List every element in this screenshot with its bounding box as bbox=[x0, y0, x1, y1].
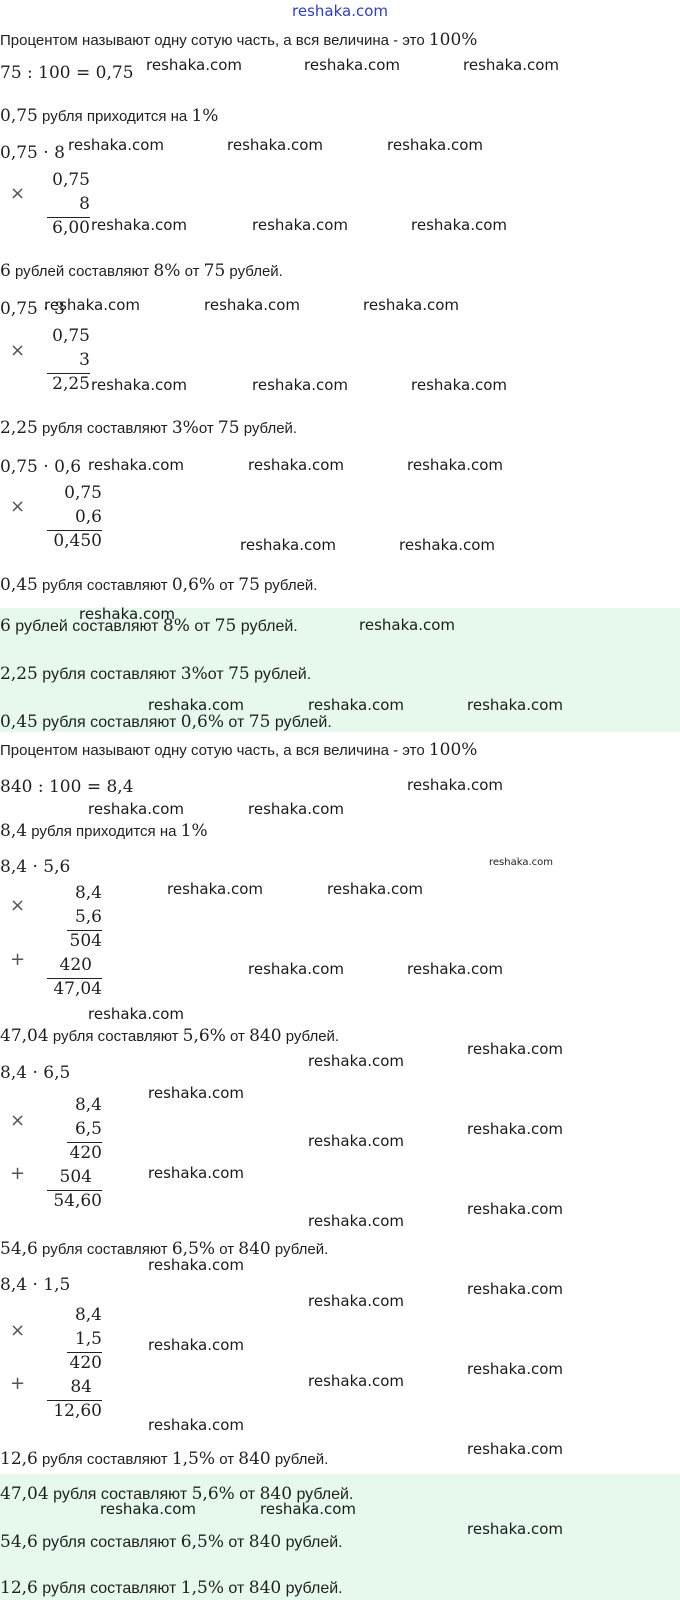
value: 75 bbox=[228, 664, 250, 684]
partial-product: 420 bbox=[59, 955, 92, 975]
text: рубля составляют bbox=[48, 1486, 192, 1503]
watermark: reshaka.com bbox=[467, 696, 563, 714]
watermark: reshaka.com bbox=[308, 1132, 404, 1150]
value: 1% bbox=[180, 821, 208, 841]
operand: 8 bbox=[79, 194, 90, 214]
intro-math: 100% bbox=[428, 30, 478, 50]
value: 12,6 bbox=[0, 1578, 38, 1598]
operand: 6,5 bbox=[74, 1119, 102, 1139]
result: 12,60 bbox=[53, 1401, 102, 1421]
value: 75 bbox=[238, 575, 260, 595]
watermark: reshaka.com bbox=[467, 1280, 563, 1298]
result: 54,60 bbox=[53, 1191, 102, 1211]
value: 8% bbox=[162, 616, 190, 636]
site-header-link[interactable]: reshaka.com bbox=[292, 2, 388, 20]
answer-line bbox=[0, 1578, 343, 1599]
result: 2,25 bbox=[52, 374, 90, 394]
value: 5,6% bbox=[182, 1026, 226, 1046]
divider-line bbox=[67, 1352, 102, 1353]
watermark: reshaka.com bbox=[148, 1336, 244, 1354]
watermark: reshaka.com bbox=[248, 960, 344, 978]
watermark: reshaka.com bbox=[411, 376, 507, 394]
text: рублей. bbox=[292, 1486, 354, 1503]
text: рубля составляют bbox=[37, 1451, 172, 1468]
column-multiplication-3 bbox=[40, 481, 102, 553]
text: от bbox=[215, 1451, 239, 1468]
plus-sign: + bbox=[10, 949, 26, 970]
answer-line bbox=[0, 1532, 343, 1553]
divider-line bbox=[47, 1400, 102, 1401]
text: рублей. bbox=[281, 1534, 343, 1551]
watermark: reshaka.com bbox=[489, 857, 553, 868]
watermark: reshaka.com bbox=[148, 1416, 244, 1434]
column-multiplication-1 bbox=[40, 168, 90, 240]
one-percent-line-2 bbox=[0, 821, 208, 842]
watermark: reshaka.com bbox=[91, 376, 187, 394]
watermark: reshaka.com bbox=[148, 1164, 244, 1182]
divider-line bbox=[47, 217, 90, 218]
watermark: reshaka.com bbox=[411, 216, 507, 234]
division-line-2: 840 : 100 = 8,4 bbox=[0, 777, 134, 797]
operand: 8,4 bbox=[74, 1305, 102, 1325]
text: рубля составляют bbox=[37, 1580, 181, 1597]
value: 840 bbox=[249, 1026, 282, 1046]
operand: 8,4 bbox=[74, 883, 102, 903]
watermark: reshaka.com bbox=[327, 880, 423, 898]
text: от bbox=[180, 263, 204, 280]
text: рублей. bbox=[249, 666, 312, 683]
value: 6 bbox=[0, 261, 11, 281]
column-multiplication-2 bbox=[40, 324, 90, 396]
partial-product: 84 bbox=[70, 1377, 92, 1397]
watermark: reshaka.com bbox=[88, 456, 184, 474]
watermark: reshaka.com bbox=[467, 1520, 563, 1538]
intro-math: 100% bbox=[428, 740, 478, 760]
conclusion-line bbox=[0, 1026, 339, 1047]
text: рубля составляют bbox=[37, 666, 181, 683]
operand: 5,6 bbox=[74, 907, 102, 927]
watermark: reshaka.com bbox=[167, 880, 263, 898]
watermark: reshaka.com bbox=[79, 605, 175, 623]
watermark: reshaka.com bbox=[148, 1256, 244, 1274]
answer-box-2 bbox=[0, 1474, 680, 1600]
value: 840 bbox=[248, 1578, 282, 1598]
multiply-sign: × bbox=[10, 1320, 26, 1341]
divider-line bbox=[67, 930, 102, 931]
divider-line bbox=[47, 1190, 102, 1191]
expression-5: 8,4 · 6,5 bbox=[0, 1063, 71, 1083]
text: рублей составляют bbox=[10, 263, 154, 280]
operand: 0,6 bbox=[74, 507, 102, 527]
value: 840 bbox=[259, 1484, 293, 1504]
multiply-sign: × bbox=[10, 1110, 26, 1131]
value: 840 bbox=[238, 1449, 271, 1469]
text: от bbox=[207, 666, 229, 683]
watermark: reshaka.com bbox=[88, 800, 184, 818]
operand: 0,75 bbox=[52, 326, 90, 346]
divider-line bbox=[47, 530, 102, 531]
plus-sign: + bbox=[10, 1373, 26, 1394]
text: рубля составляют bbox=[37, 420, 172, 437]
expression-6: 8,4 · 1,5 bbox=[0, 1275, 71, 1295]
watermark: reshaka.com bbox=[88, 1005, 184, 1023]
multiply-sign: × bbox=[10, 183, 26, 204]
watermark: reshaka.com bbox=[467, 1440, 563, 1458]
value: 2,25 bbox=[0, 664, 38, 684]
column-multiplication-6 bbox=[40, 1303, 102, 1423]
value: 75 bbox=[203, 261, 226, 281]
watermark: reshaka.com bbox=[146, 56, 242, 74]
partial-product: 420 bbox=[69, 1143, 102, 1163]
value: 75 bbox=[214, 616, 237, 636]
watermark: reshaka.com bbox=[407, 776, 503, 794]
value: 5,6% bbox=[191, 1484, 235, 1504]
value: 47,04 bbox=[0, 1026, 49, 1046]
watermark: reshaka.com bbox=[148, 696, 244, 714]
value: 6,5% bbox=[171, 1239, 216, 1259]
text: от bbox=[198, 420, 218, 437]
multiply-sign: × bbox=[10, 340, 26, 361]
value: 54,6 bbox=[0, 1532, 38, 1552]
operand: 3 bbox=[79, 350, 90, 370]
watermark: reshaka.com bbox=[308, 1372, 404, 1390]
value: 0,45 bbox=[0, 575, 38, 595]
text: рублей. bbox=[270, 714, 332, 731]
value: 1,5% bbox=[180, 1578, 224, 1598]
watermark: reshaka.com bbox=[100, 1500, 196, 1518]
watermark: reshaka.com bbox=[407, 960, 503, 978]
text: от bbox=[215, 577, 239, 594]
result: 0,450 bbox=[53, 531, 102, 551]
column-multiplication-5 bbox=[40, 1093, 102, 1213]
watermark: reshaka.com bbox=[248, 800, 344, 818]
text: рубля составляют bbox=[37, 1534, 181, 1551]
text: рублей составляют bbox=[10, 618, 163, 635]
expression-4: 8,4 · 5,6 bbox=[0, 857, 71, 877]
text: рубля составляют bbox=[37, 577, 172, 594]
value: 6,5% bbox=[180, 1532, 224, 1552]
watermark: reshaka.com bbox=[204, 296, 300, 314]
watermark: reshaka.com bbox=[44, 296, 140, 314]
text: от bbox=[223, 1580, 249, 1597]
operand: 1,5 bbox=[74, 1329, 102, 1349]
watermark: reshaka.com bbox=[68, 136, 164, 154]
plus-sign: + bbox=[10, 1163, 26, 1184]
conclusion-line bbox=[0, 575, 317, 596]
value: 0,75 bbox=[0, 106, 38, 126]
divider-line bbox=[47, 978, 102, 979]
watermark: reshaka.com bbox=[467, 1120, 563, 1138]
watermark: reshaka.com bbox=[399, 536, 495, 554]
watermark: reshaka.com bbox=[252, 216, 348, 234]
watermark: reshaka.com bbox=[463, 56, 559, 74]
watermark: reshaka.com bbox=[308, 696, 404, 714]
multiply-sign: × bbox=[10, 895, 26, 916]
value: 12,6 bbox=[0, 1449, 38, 1469]
text: рубля приходится на bbox=[27, 823, 181, 840]
intro-text: Процентом называют одну сотую часть, а вся величина - это bbox=[0, 32, 429, 49]
watermark: reshaka.com bbox=[91, 216, 187, 234]
value: 75 bbox=[217, 418, 240, 438]
text: рубля приходится на bbox=[37, 108, 192, 125]
watermark: reshaka.com bbox=[467, 1360, 563, 1378]
text: рубля составляют bbox=[48, 1028, 183, 1045]
value: 75 bbox=[248, 712, 271, 732]
conclusion-line bbox=[0, 418, 297, 439]
result: 6,00 bbox=[52, 218, 90, 238]
value: 1,5% bbox=[171, 1449, 216, 1469]
text: рублей. bbox=[225, 263, 283, 280]
value: 1% bbox=[191, 106, 219, 126]
operand: 0,75 bbox=[52, 170, 90, 190]
column-multiplication-4 bbox=[40, 881, 102, 1001]
value: 2,25 bbox=[0, 418, 38, 438]
watermark: reshaka.com bbox=[308, 1292, 404, 1310]
expression-1: 0,75 · 8 bbox=[0, 143, 65, 163]
value: 8% bbox=[153, 261, 181, 281]
text: рублей. bbox=[236, 618, 298, 635]
text: рублей. bbox=[239, 420, 298, 437]
text: от bbox=[223, 1534, 249, 1551]
value: 54,6 bbox=[0, 1239, 38, 1259]
value: 3% bbox=[171, 418, 199, 438]
watermark: reshaka.com bbox=[260, 1500, 356, 1518]
text: от bbox=[225, 1028, 250, 1045]
text: рублей. bbox=[281, 1580, 343, 1597]
expression-3: 0,75 · 0,6 bbox=[0, 457, 82, 477]
value: 0,6% bbox=[171, 575, 216, 595]
text: рублей. bbox=[259, 577, 318, 594]
text: от bbox=[215, 1241, 239, 1258]
operand: 0,75 bbox=[64, 483, 102, 503]
watermark: reshaka.com bbox=[387, 136, 483, 154]
value: 0,6% bbox=[180, 712, 224, 732]
value: 840 bbox=[248, 1532, 282, 1552]
watermark: reshaka.com bbox=[363, 296, 459, 314]
partial-product: 504 bbox=[59, 1167, 92, 1187]
text: от bbox=[189, 618, 215, 635]
expression-2: 0,75 · 3 bbox=[0, 299, 65, 319]
value: 8,4 bbox=[0, 821, 28, 841]
intro-line-2 bbox=[0, 740, 477, 761]
value: 6 bbox=[0, 616, 11, 636]
value: 840 bbox=[238, 1239, 271, 1259]
operand: 8,4 bbox=[74, 1095, 102, 1115]
conclusion-line bbox=[0, 1449, 328, 1470]
answer-line bbox=[0, 664, 311, 685]
watermark: reshaka.com bbox=[308, 1052, 404, 1070]
watermark: reshaka.com bbox=[407, 456, 503, 474]
multiply-sign: × bbox=[10, 496, 26, 517]
one-percent-line-1 bbox=[0, 106, 218, 127]
conclusion-line bbox=[0, 261, 283, 282]
value: 0,45 bbox=[0, 712, 38, 732]
watermark: reshaka.com bbox=[467, 1040, 563, 1058]
answer-line bbox=[0, 712, 332, 733]
divider-line bbox=[47, 373, 90, 374]
watermark: reshaka.com bbox=[359, 616, 455, 634]
intro-line-1 bbox=[0, 30, 477, 51]
value: 47,04 bbox=[0, 1484, 49, 1504]
watermark: reshaka.com bbox=[467, 1200, 563, 1218]
watermark: reshaka.com bbox=[240, 536, 336, 554]
watermark: reshaka.com bbox=[252, 376, 348, 394]
text: от bbox=[223, 714, 249, 731]
watermark: reshaka.com bbox=[227, 136, 323, 154]
intro-text: Процентом называют одну сотую часть, а вся величина - это bbox=[0, 742, 429, 759]
result: 47,04 bbox=[53, 979, 102, 999]
text: рублей. bbox=[281, 1028, 340, 1045]
text: от bbox=[234, 1486, 260, 1503]
partial-product: 504 bbox=[69, 931, 102, 951]
text: рублей. bbox=[270, 1241, 329, 1258]
partial-product: 420 bbox=[69, 1353, 102, 1373]
watermark: reshaka.com bbox=[248, 456, 344, 474]
text: рубля составляют bbox=[37, 714, 181, 731]
text: рублей. bbox=[270, 1451, 329, 1468]
watermark: reshaka.com bbox=[148, 1084, 244, 1102]
text: рубля составляют bbox=[37, 1241, 172, 1258]
value: 3% bbox=[180, 664, 208, 684]
division-line-1: 75 : 100 = 0,75 bbox=[0, 63, 134, 83]
divider-line bbox=[67, 1142, 102, 1143]
watermark: reshaka.com bbox=[308, 1212, 404, 1230]
watermark: reshaka.com bbox=[304, 56, 400, 74]
